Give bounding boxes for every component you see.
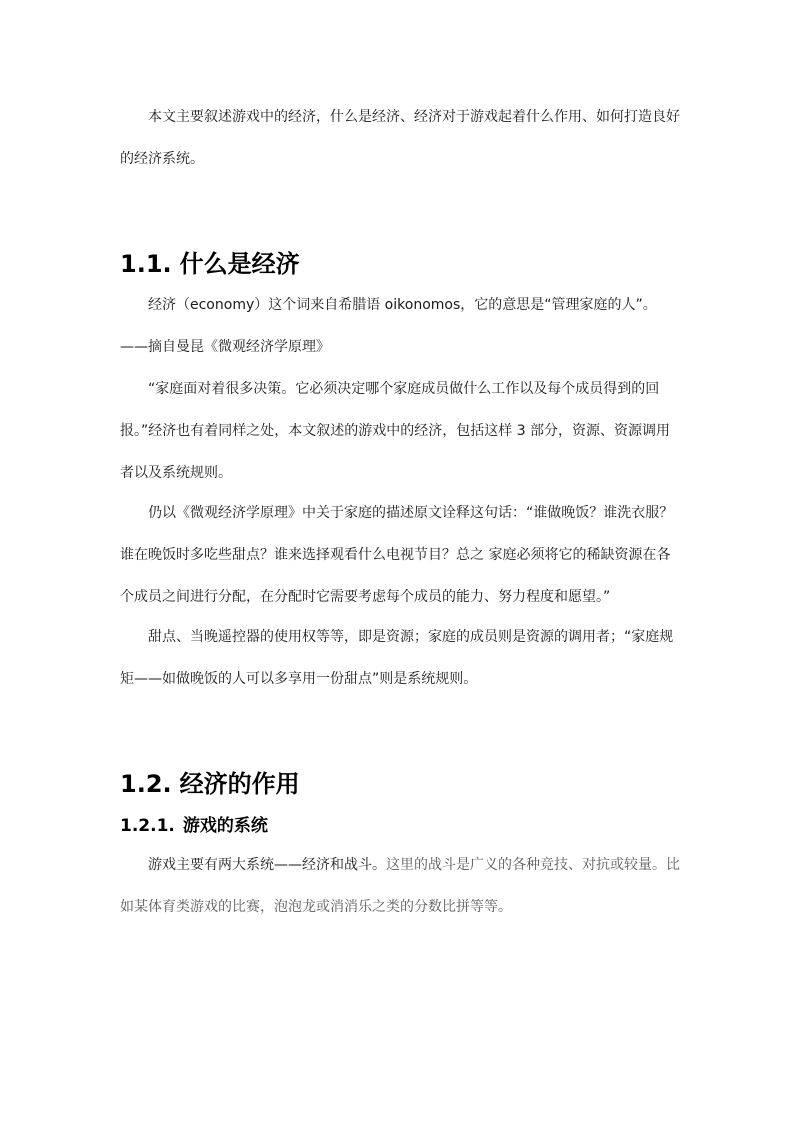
section-1-2-1-title: 游戏的系统 bbox=[182, 816, 268, 836]
section-1-1-para-4: 甜点、当晚遥控器的使用权等等，即是资源；家庭的成员则是资源的调用者；“家庭规矩——如做晚饭的人可以多享用一份甜点”则是系统规则。 bbox=[120, 629, 674, 687]
section-1-1-para-1: 经济（economy）这个词来自希腊语 oikonomos，它的意思是“管理家庭的人”。——摘自曼昆《微观经济学原理》 bbox=[120, 297, 657, 355]
section-1-2-1-para-1 bbox=[120, 844, 680, 928]
intro-paragraph: 本文主要叙述游戏中的经济，什么是经济、经济对于游戏起着什么作用、如何打造良好的经济系统。 bbox=[120, 109, 680, 167]
section-1-2-1-para-1-main: 游戏主要有两大系统——经济和战斗。 bbox=[148, 857, 386, 873]
section-1-2-1-heading bbox=[120, 814, 268, 838]
section-1-1-heading bbox=[120, 248, 300, 280]
section-1-1-para-2: “家庭面对着很多决策。它必须决定哪个家庭成员做什么工作以及每个成员得到的回报。”经济也有着同样之处，本文叙述的游戏中的经济，包括这样 3 部分，资源、资源调用者以及系统规则。 bbox=[120, 381, 671, 481]
section-1-2-heading bbox=[120, 768, 300, 800]
section-1-1-number: 1.1. bbox=[120, 250, 172, 278]
section-1-2-title: 经济的作用 bbox=[179, 770, 300, 798]
section-1-1-para-3: 仍以《微观经济学原理》中关于家庭的描述原文诠释这句话：“谁做晚饭？谁洗衣服？谁在晚饭时多吃些甜点？谁来选择观看什么电视节目？总之 家庭必须将它的稀缺资源在各个成员之间进行分配，在分配时它需要考虑每个成员的能力、努力程度和愿望。” bbox=[120, 505, 674, 605]
section-1-2-1-number: 1.2.1. bbox=[120, 816, 175, 836]
section-1-2-1-para-1-grey: 这里的战斗是广义的各种竞技、对抗或较量。比如某体育类游戏的比赛，泡泡龙或消消乐之类的分数比拼等等。 bbox=[120, 857, 680, 915]
section-1-2-number: 1.2. bbox=[120, 770, 172, 798]
section-1-1-title: 什么是经济 bbox=[179, 250, 300, 278]
